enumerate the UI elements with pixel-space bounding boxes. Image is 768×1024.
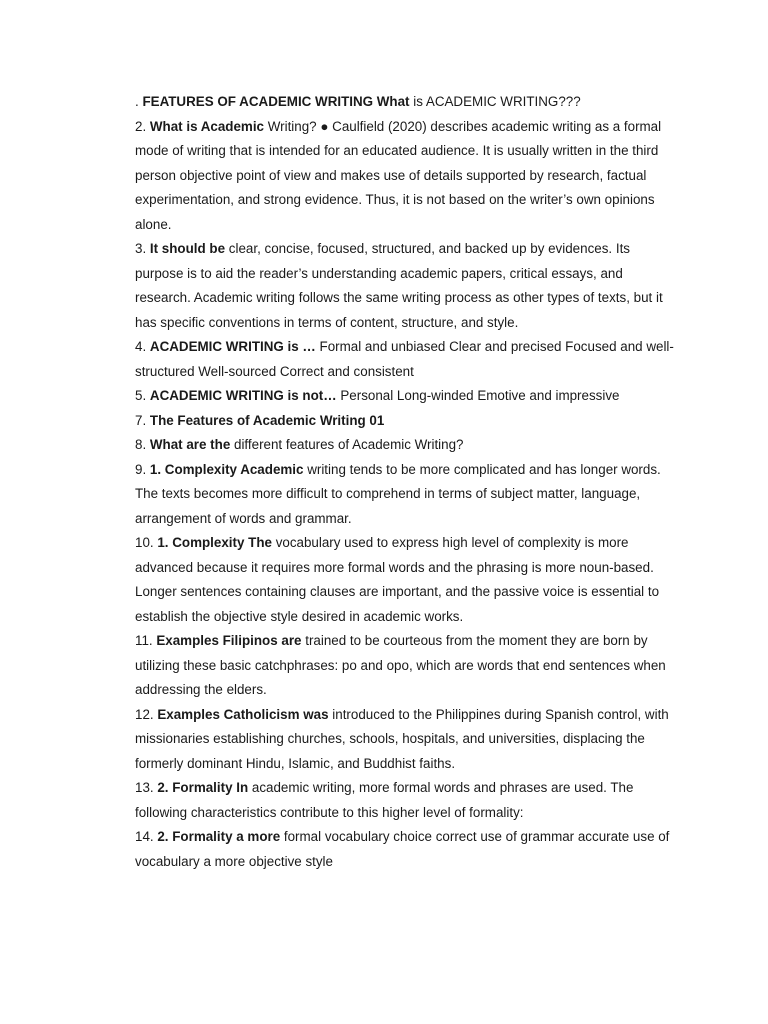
paragraph: [135, 90, 680, 115]
paragraph-text: trained to be courteous from the moment they are born by utilizing these basic catchphrases: po and opo, which are words that end sentences when addressing the elders.: [135, 633, 666, 697]
paragraph-text: Personal Long-winded Emotive and impressive: [340, 388, 620, 403]
paragraph: [135, 458, 680, 532]
paragraph: [135, 776, 680, 825]
paragraph: [135, 115, 680, 238]
paragraph: [135, 629, 680, 703]
paragraph-bold-lead: ACADEMIC WRITING is …: [149, 339, 316, 354]
paragraph: [135, 703, 680, 777]
paragraph-number: 4.: [135, 339, 147, 354]
paragraph-bold-lead: FEATURES OF ACADEMIC WRITING What: [142, 94, 410, 109]
paragraph-bold-lead: It should be: [149, 241, 226, 256]
paragraph-text: Writing? ● Caulfield (2020) describes academic writing as a formal mode of writing that is intended for an educated audience. It is usually written in the third person objective point of view and makes use of details supported by research, factual experimentation, and strong evidence. Thus, it is not based on the writer’s own opinions alone.: [135, 118, 662, 232]
paragraph-number: 5.: [135, 388, 147, 403]
paragraph-text: introduced to the Philippines during Spanish control, with missionaries establishing churches, schools, hospitals, and universities, displacing the formerly dominant Hindu, Islamic, and Buddhist faiths.: [135, 706, 669, 771]
paragraph-number: 13.: [135, 780, 154, 795]
paragraph-number: 9.: [135, 461, 147, 477]
paragraph-text: writing tends to be more complicated and has longer words. The texts becomes more difficult to comprehend in terms of subject matter, language, arrangement of words and grammar.: [135, 461, 661, 526]
paragraph-number: 14.: [135, 829, 154, 844]
paragraph: [135, 825, 680, 874]
paragraph-bold-lead: ACADEMIC WRITING is not…: [149, 388, 337, 403]
paragraph-text: formal vocabulary choice correct use of grammar accurate use of vocabulary a more objective style: [135, 829, 670, 869]
paragraph-bold-lead: 1. Complexity Academic: [149, 461, 304, 477]
paragraph: [135, 433, 680, 458]
paragraph-number: 12.: [135, 706, 154, 722]
paragraph: [135, 237, 680, 335]
paragraph-text: Formal and unbiased Clear and precised Focused and well-structured Well-sourced Correct and consistent: [135, 339, 674, 379]
paragraph-bold-lead: What are the: [149, 437, 231, 452]
paragraph: [135, 384, 680, 409]
paragraph-bold-lead: 2. Formality a more: [157, 829, 281, 844]
paragraph: [135, 409, 680, 434]
paragraph-number: 10.: [135, 535, 154, 550]
paragraph-number: 7.: [135, 412, 147, 428]
paragraph: [135, 531, 680, 629]
paragraph-bold-lead: 2. Formality In: [157, 780, 249, 795]
paragraph-bold-lead: 1. Complexity The: [157, 535, 272, 550]
paragraph-text: is ACADEMIC WRITING???: [413, 94, 581, 109]
paragraph-text: clear, concise, focused, structured, and backed up by evidences. Its purpose is to aid the reader’s understanding academic papers, critical essays, and research. Academic writing follows the same writing process as other types of texts, but it has specific conventions in terms of content, structure, and style.: [135, 241, 663, 330]
paragraph-text: vocabulary used to express high level of complexity is more advanced because it requires more formal words and the phrasing is more noun-based. Longer sentences containing clauses are important, and the passive voice is essential to establish the objective style desired in academic works.: [135, 535, 660, 624]
document-body: [135, 90, 680, 874]
paragraph-bold-lead: What is Academic: [149, 118, 265, 134]
paragraph-number: 2.: [135, 118, 147, 134]
paragraph-number: .: [135, 94, 139, 109]
paragraph-text: different features of Academic Writing?: [234, 437, 464, 452]
paragraph: [135, 335, 680, 384]
paragraph-text: academic writing, more formal words and phrases are used. The following characteristics contribute to this higher level of formality:: [135, 780, 634, 820]
paragraph-bold-lead: Examples Catholicism was: [157, 706, 329, 722]
paragraph-bold-lead: Examples Filipinos are: [156, 633, 302, 648]
paragraph-number: 11.: [135, 633, 153, 648]
paragraph-number: 3.: [135, 241, 147, 256]
paragraph-bold-lead: The Features of Academic Writing 01: [149, 412, 385, 428]
paragraph-number: 8.: [135, 437, 147, 452]
